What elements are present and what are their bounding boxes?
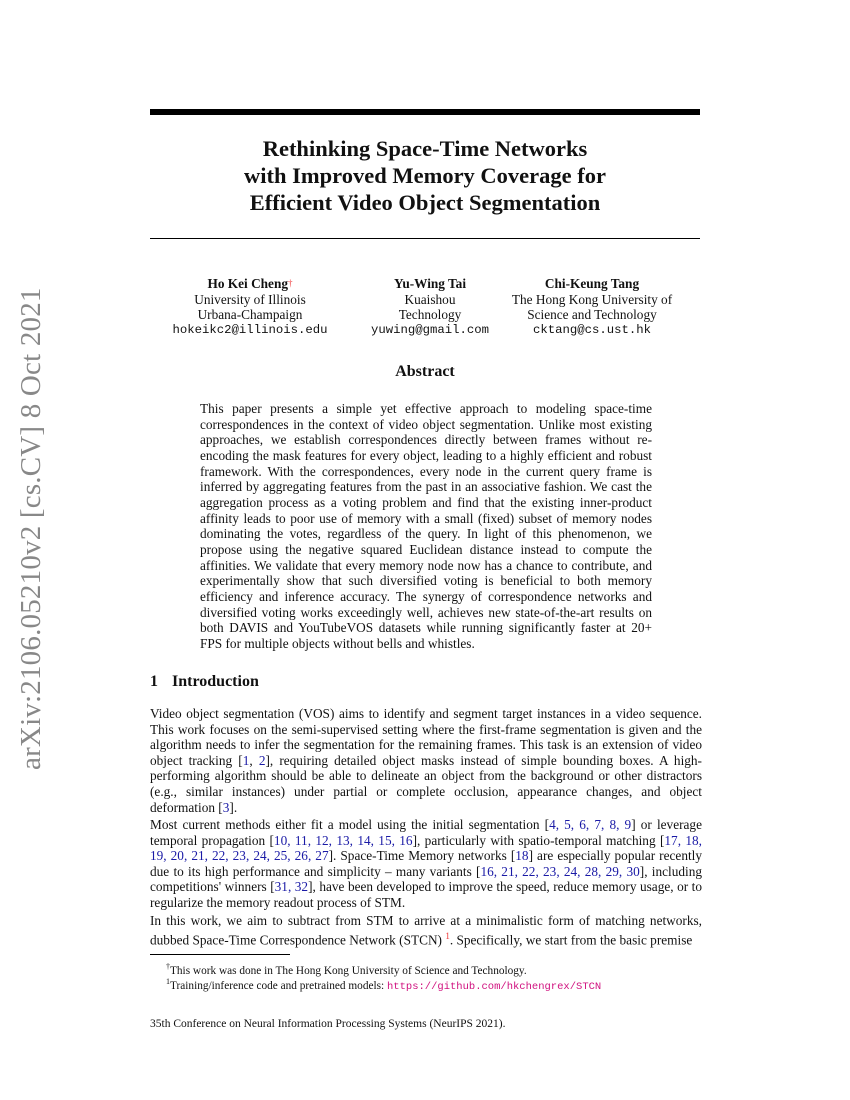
section-heading [150,673,273,691]
paragraph-text: ], have been developed to improve the speed, reduce memory usage, or to regularize the memory readout process of STM. [150,879,703,910]
author-name: Ho Kei Cheng [207,276,289,291]
footnote-text: Training/inference code and pretrained models: [170,979,387,992]
author-affiliation: Technology [398,307,462,323]
citation-link[interactable]: 16, 21, 22, 23, 24, 28, 29, 30 [480,863,640,879]
author-email: cktang@cs.ust.hk [532,322,652,337]
citation-link[interactable]: 10, 11, 12, 13, 14, 15, 16 [273,832,413,848]
author-footnote-mark[interactable]: † [288,278,293,288]
footnote-mark: 1 [166,977,170,986]
citation-link[interactable]: 31, 32 [274,879,309,895]
paragraph-text: ], requiring detailed object masks instead of simple bounding boxes. A high-performing algorithm should be able to delineate an object from the background or other distractors (e.g., similar instances) under partial or complete occlusion, appearance changes, and object deformation [ [150,752,702,815]
author-name: Yu-Wing Tai [393,276,467,291]
citation-link[interactable]: 18 [515,848,529,864]
paragraph-text: ] are especially popular recently due to its high performance and simplicity – many variants [ [150,848,703,879]
intro-paragraph [150,817,702,911]
section-title: Introduction [172,673,259,690]
section-number: 1 [150,673,158,690]
author-affiliation: University of Illinois [194,291,306,307]
title-top-rule [150,109,700,115]
paragraph-text: ]. [229,799,238,815]
author-affiliation: Urbana-Champaign [197,307,303,323]
footnote-mark: † [166,962,170,971]
author-name: Chi-Keung Tang [544,276,640,291]
paragraph-text: Video object segmentation (VOS) aims to identify and segment target instances in a video sequence. This work focuses on the semi-supervised setting where the first-frame segmentation is given and the algorithm needs to infer the segmentation for the remaining frames. This task is an extension of video object tracking [ [150,706,702,768]
citation-link[interactable]: 1 [242,752,250,768]
author-affiliation: The Hong Kong University of [511,291,673,307]
abstract-body: This paper presents a simple yet effective approach to modeling space-time correspondences in the context of video object segmentation. Unlike most existing approaches, we establish correspondences directly between frames without re-encoding the mask features for every object, leading to a highly efficient and robust framework. With the correspondences, every node in the current query frame is inferred by aggregating features from the past in an associative fashion. We cast the aggregation process as a voting problem and find that the existing inner-product affinity leads to poor use of memory with a small (fixed) subset of memory nodes dominating the votes, regardless of the query. In light of this phenomenon, we propose using the negative squared Euclidean distance instead to compute the affinities. We validate that every memory node now has a chance to contribute, and experimentally show that such diversified voting is beneficial to both memory efficiency and inference accuracy. The synergy of correspondence networks and diversified voting works exceedingly well, achieves new state-of-the-art results on both DAVIS and YouTubeVOS datasets while running significantly faster at 20+ FPS for multiple objects without bells and whistles. [200,401,652,651]
author-block [497,276,687,338]
paragraph-text: ], particularly with spatio-temporal matching [ [412,832,665,848]
title-bottom-rule [150,238,700,239]
citation-link[interactable]: 4, 5, 6, 7, 8, 9 [549,817,632,832]
author-email: yuwing@gmail.com [370,322,490,337]
author-block [345,276,515,338]
author-email: hokeikc2@illinois.edu [172,322,328,337]
abstract-heading: Abstract [395,363,455,380]
footnote [166,975,601,994]
paragraph-text: ], including competitions' winners [ [150,863,703,895]
title-line: with Improved Memory Coverage for [244,163,606,188]
citation-link[interactable]: 2 [258,752,266,768]
footnote-link[interactable]: 1 [445,930,450,941]
paragraph-text: ] or leverage temporal propagation [ [150,817,702,848]
citation-link[interactable]: 17, 18, 19, 20, 21, 22, 23, 24, 25, 26, 27 [150,832,702,864]
intro-paragraph [150,706,702,815]
paragraph-text: Most current methods either fit a model using the initial segmentation [ [150,817,550,832]
paper-title [150,135,700,216]
author-block [160,276,340,338]
paragraph-text: . Specifically, we start from the basic premise [449,932,693,948]
paragraph-text: , [249,752,259,768]
code-repository-link[interactable]: https://github.com/hkchengrex/STCN [386,980,602,993]
title-line: Efficient Video Object Segmentation [249,190,601,215]
footnote-rule [150,954,290,955]
intro-paragraph [150,913,702,948]
footnote-text: This work was done in The Hong Kong University of Science and Technology. [170,964,527,977]
author-affiliation: Science and Technology [527,307,657,323]
arxiv-identifier: arXiv:2106.05210v2 [cs.CV] 8 Oct 2021 [15,287,47,770]
conference-footer: 35th Conference on Neural Information Processing Systems (NeurIPS 2021). [150,1018,506,1030]
paragraph-text: In this work, we aim to subtract from STM to arrive at a minimalistic form of matching networks, dubbed Space-Time Correspondence Network (STCN) [150,913,702,948]
citation-link[interactable]: 3 [222,799,230,815]
paragraph-text: ]. Space-Time Memory networks [ [328,848,516,864]
title-line: Rethinking Space-Time Networks [262,136,588,161]
author-affiliation: Kuaishou [404,291,456,307]
